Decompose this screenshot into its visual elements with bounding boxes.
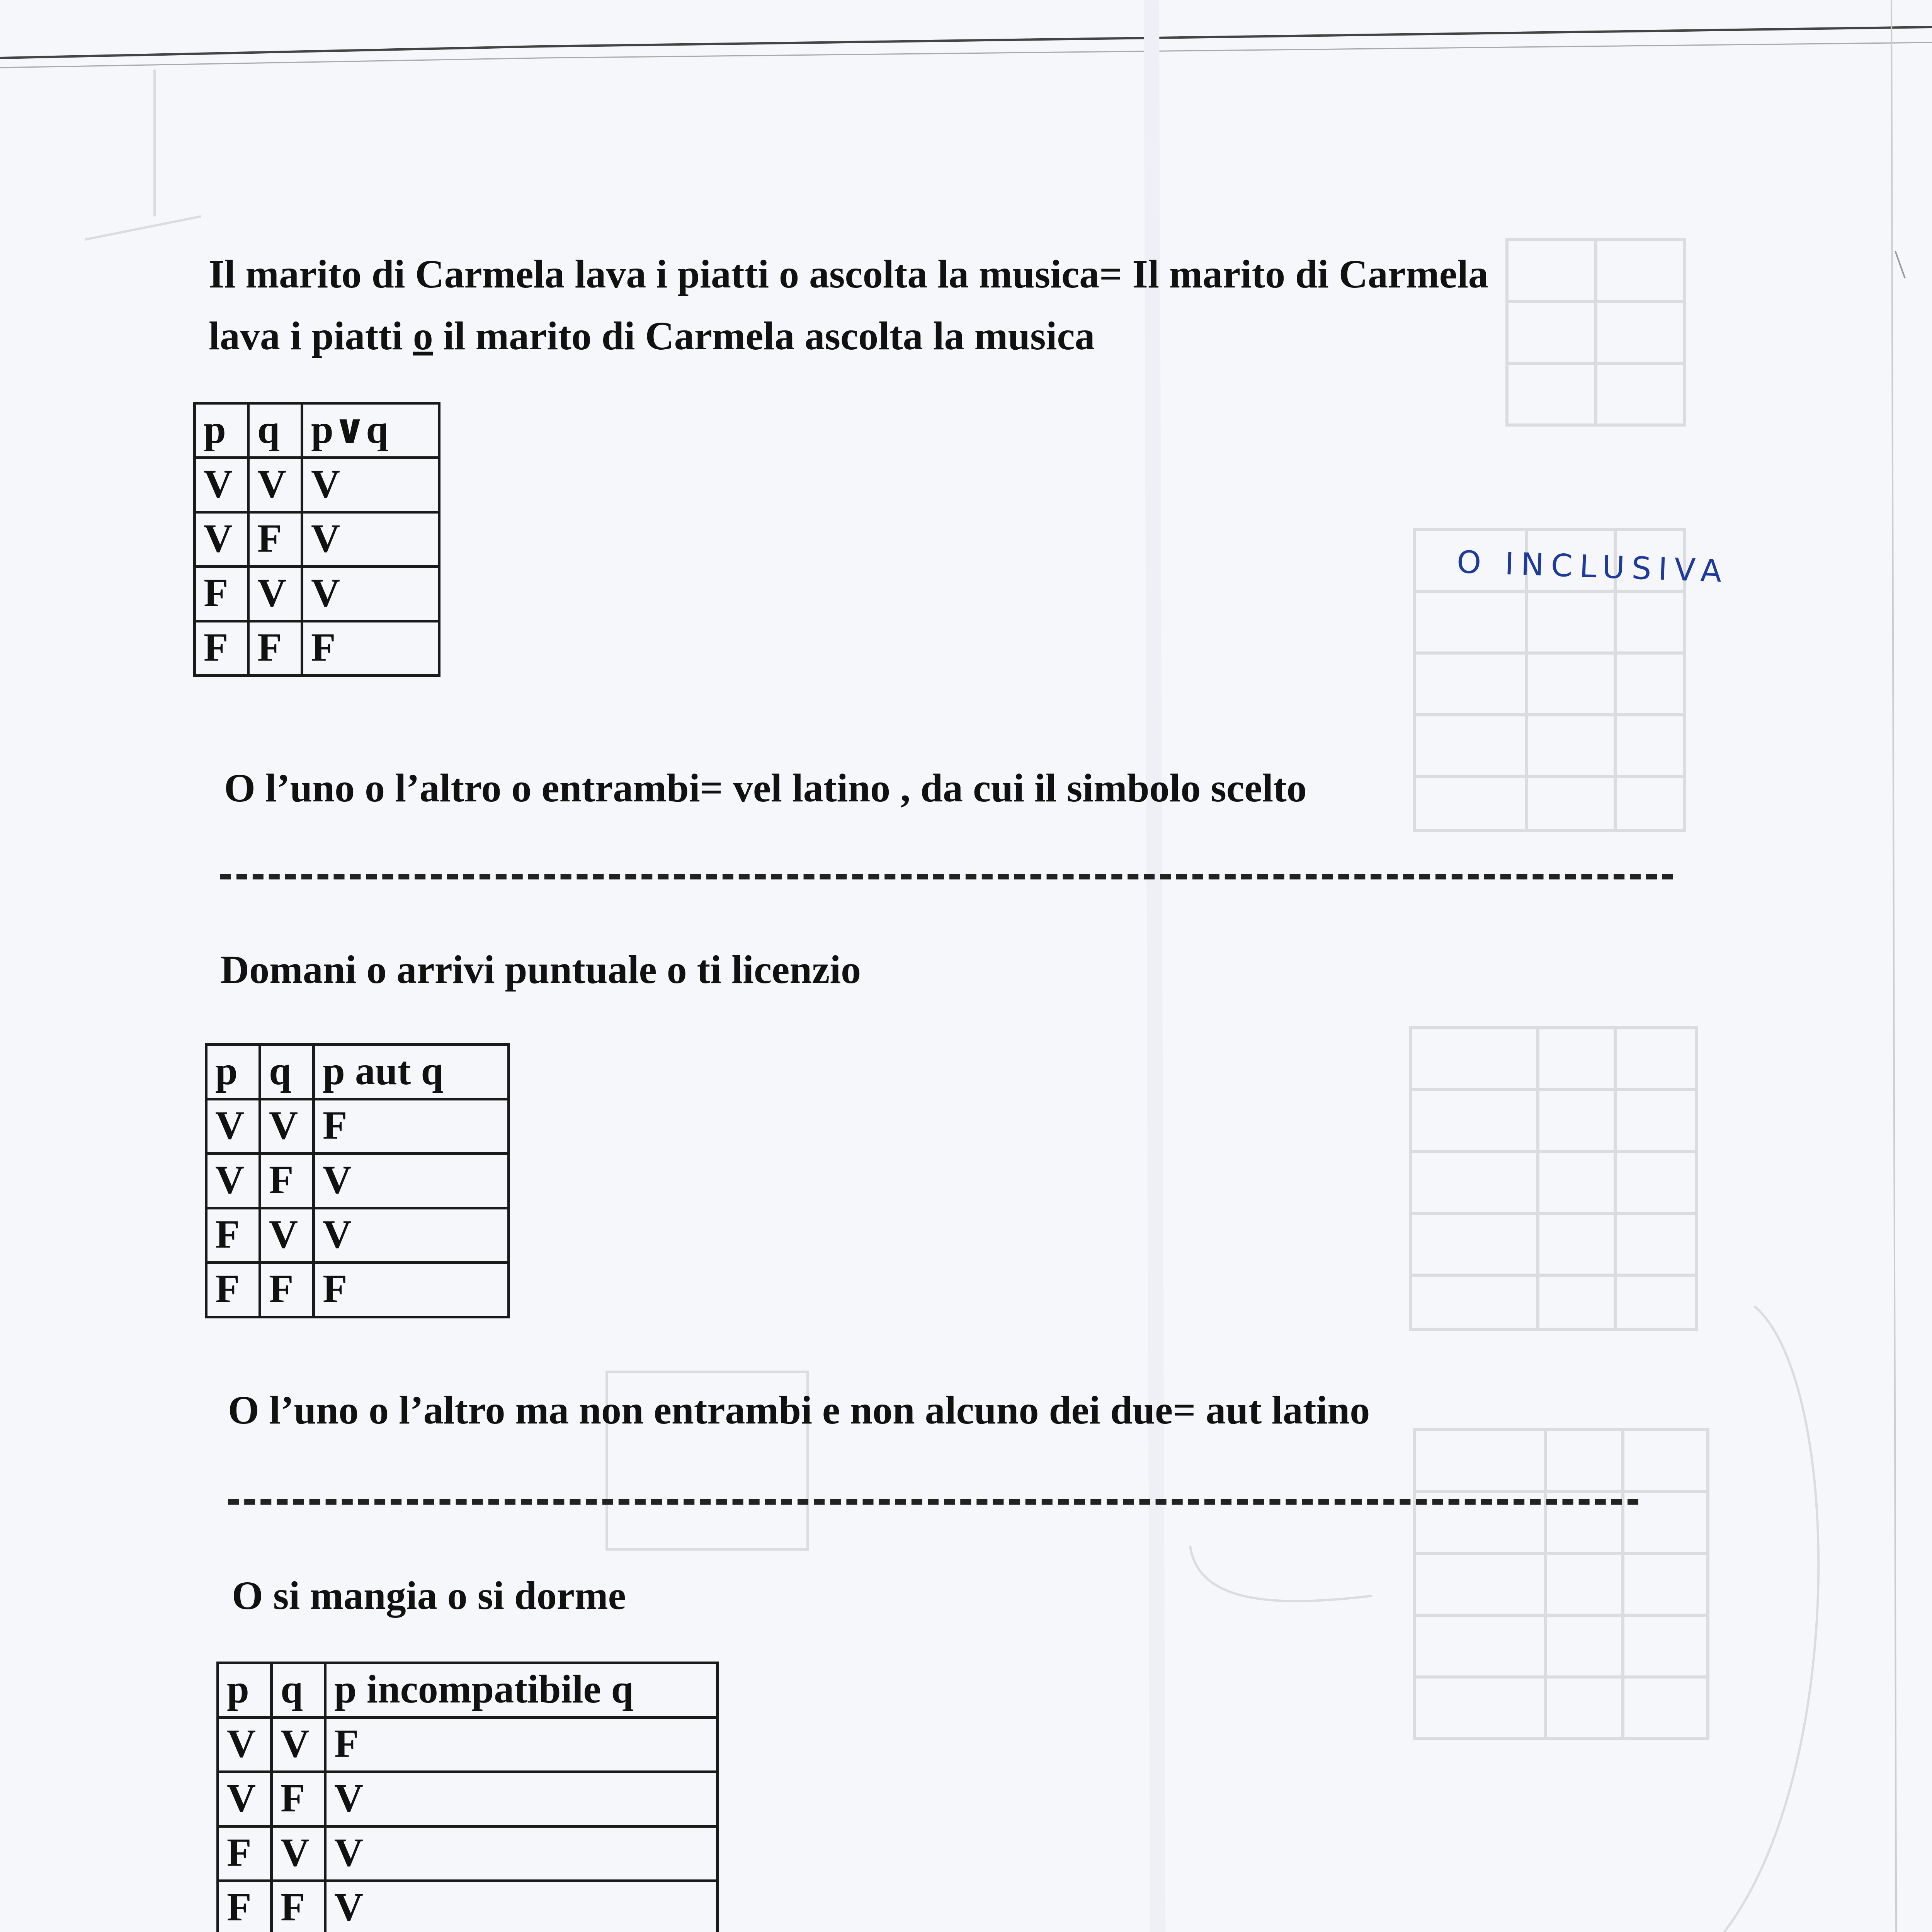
header-cell: p (218, 1663, 272, 1718)
table-row (218, 1827, 718, 1881)
table-cell: F (260, 1154, 314, 1208)
table-cell: F (195, 567, 248, 621)
header-cell: q (248, 403, 302, 458)
table-cell: F (314, 1263, 509, 1317)
table-cell: F (195, 621, 248, 676)
table-row (206, 1154, 509, 1208)
definition-aut: O l’uno o l’altro ma non entrambi e non alcuno dei due= aut latino (228, 1388, 1370, 1432)
table-cell: V (248, 458, 302, 512)
table-cell: F (218, 1881, 272, 1932)
table-cell: V (218, 1718, 272, 1772)
table-cell: F (260, 1263, 314, 1317)
table-cell: F (248, 512, 302, 567)
table-cell: V (260, 1208, 314, 1263)
table-row (195, 458, 439, 512)
table-cell: F (314, 1099, 509, 1154)
definition-vel: O l’uno o l’altro o entrambi= vel latino , da cui il simbolo scelto (224, 766, 1307, 810)
truth-table-incompatibile (216, 1662, 719, 1932)
header-cell: p∨q (302, 403, 439, 458)
table-cell: F (206, 1263, 260, 1317)
handwritten-note: O INCLUSIVA (1456, 544, 1729, 590)
sentence-1-line-1: Il marito di Carmela lava i piatti o ascolta la musica= Il marito di Carmela (209, 252, 1488, 296)
header-cell: p (206, 1045, 260, 1099)
table-row (218, 1772, 718, 1827)
table-cell: F (272, 1772, 325, 1827)
header-cell: p incompatibile q (325, 1663, 718, 1718)
table-cell: V (314, 1208, 509, 1263)
header-cell: q (272, 1663, 325, 1718)
table-cell: F (302, 621, 439, 676)
table-cell: V (195, 458, 248, 512)
table-cell: F (206, 1208, 260, 1263)
table-row (195, 567, 439, 621)
table-header-row (218, 1663, 718, 1718)
table-cell: F (325, 1718, 718, 1772)
table-row (218, 1718, 718, 1772)
table-row (206, 1263, 509, 1317)
table-cell: V (314, 1154, 509, 1208)
truth-table-vel (193, 402, 440, 677)
table-cell: V (302, 458, 439, 512)
table-cell: V (248, 567, 302, 621)
table-cell: V (218, 1772, 272, 1827)
table-row (206, 1099, 509, 1154)
table-cell: V (272, 1827, 325, 1881)
table-cell: V (302, 512, 439, 567)
table-cell: V (206, 1154, 260, 1208)
table-cell: V (325, 1772, 718, 1827)
sentence-1-line-2 (209, 305, 1095, 367)
table-row (218, 1881, 718, 1932)
sentence-1-line-2-start: lava i piatti (209, 314, 413, 358)
table-cell: V (302, 567, 439, 621)
truth-table-aut (205, 1043, 510, 1318)
dashed-separator (220, 874, 1673, 879)
table-header-row (206, 1045, 509, 1099)
table-header-row (195, 403, 439, 458)
table-row (195, 621, 439, 676)
table-cell: V (325, 1827, 718, 1881)
header-cell: p (195, 403, 248, 458)
table-cell: V (260, 1099, 314, 1154)
table-cell: V (325, 1881, 718, 1932)
table-cell: V (272, 1718, 325, 1772)
connective-o: o (413, 314, 433, 358)
sentence-1-line-2-end: il marito di Carmela ascolta la musica (433, 314, 1095, 358)
header-cell: p aut q (314, 1045, 509, 1099)
sentence-2: Domani o arrivi puntuale o ti licenzio (220, 947, 861, 992)
header-cell: q (260, 1045, 314, 1099)
dashed-separator (228, 1499, 1638, 1505)
table-cell: V (206, 1099, 260, 1154)
table-row (195, 512, 439, 567)
table-cell: F (218, 1827, 272, 1881)
table-cell: V (195, 512, 248, 567)
sentence-3: O si mangia o si dorme (232, 1573, 626, 1618)
table-cell: F (248, 621, 302, 676)
table-cell: F (272, 1881, 325, 1932)
table-row (206, 1208, 509, 1263)
